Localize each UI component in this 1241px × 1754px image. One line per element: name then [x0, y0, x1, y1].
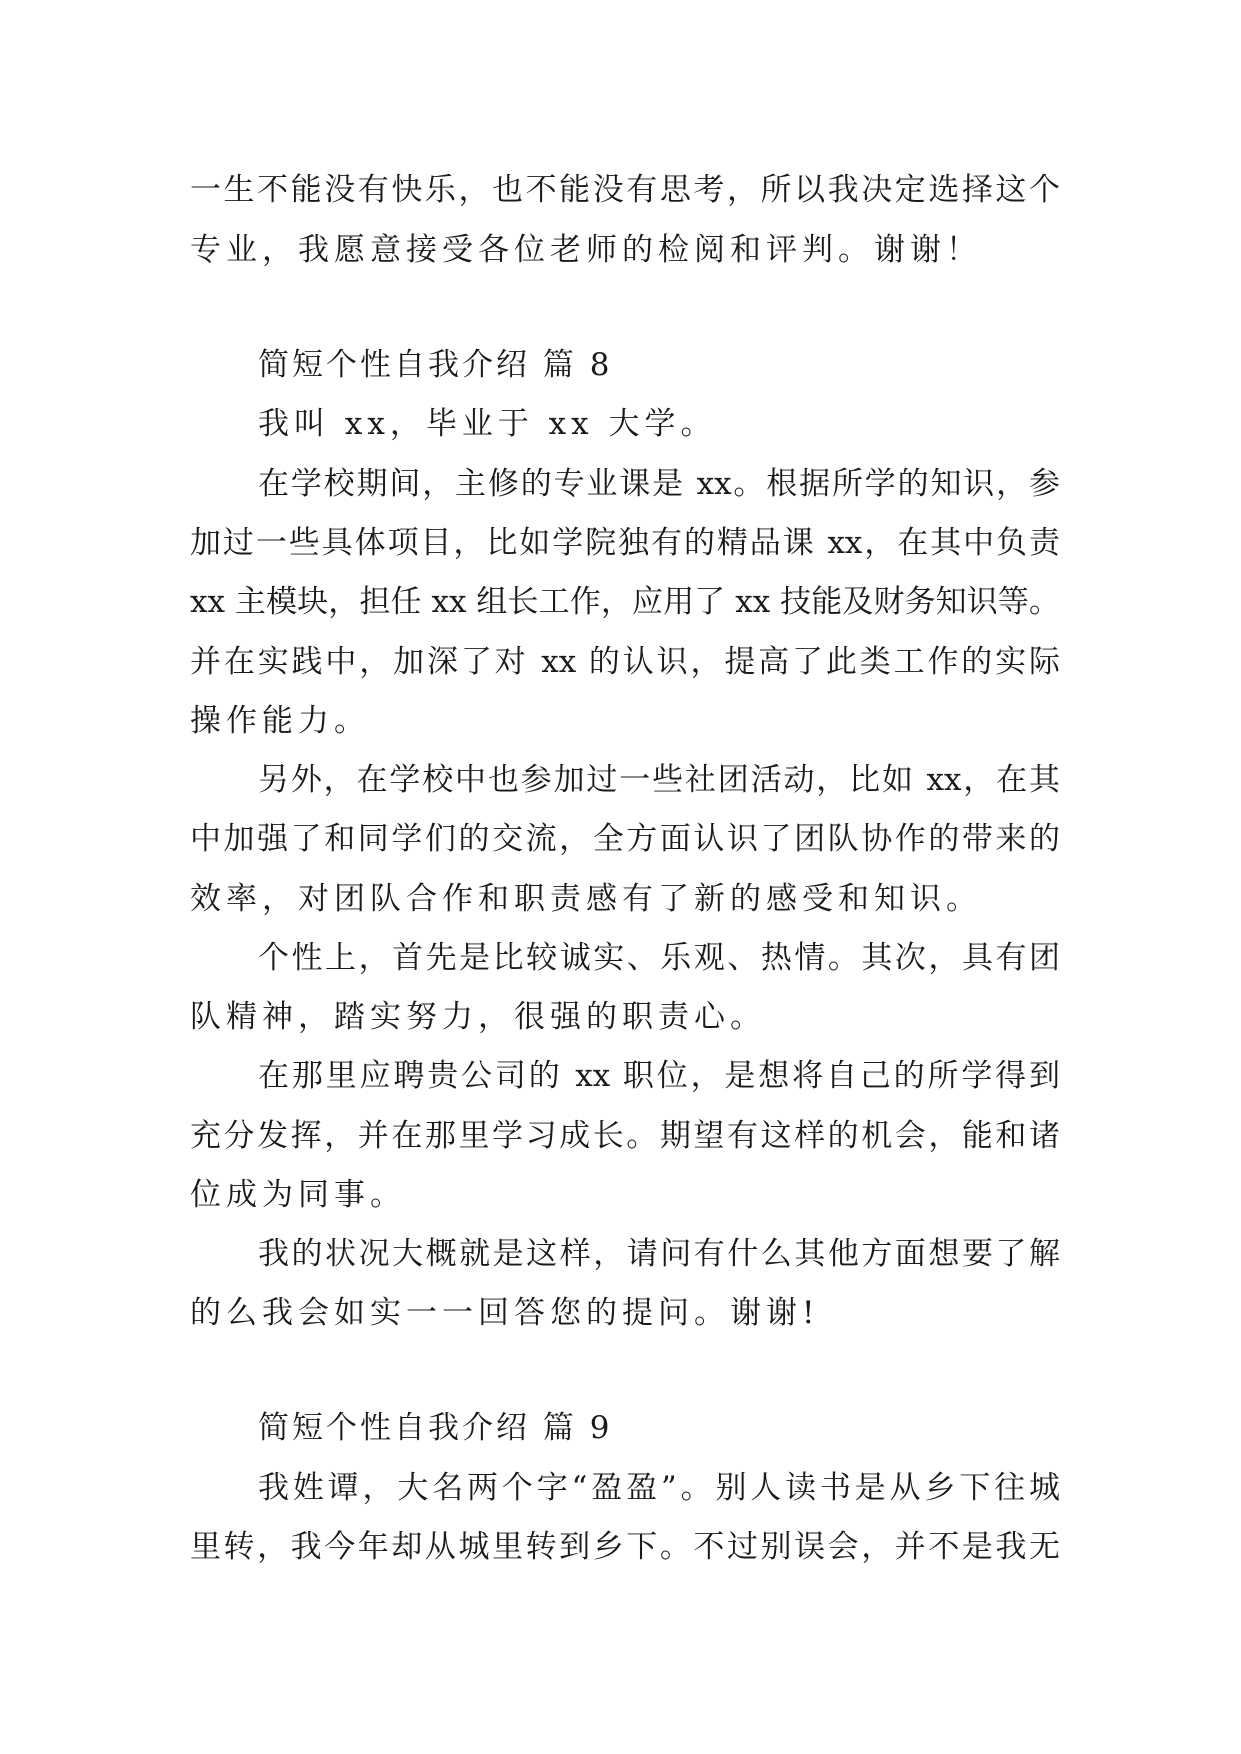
paragraph-line: 一生不能没有快乐，也不能没有思考，所以我决定选择这个 [190, 172, 1060, 208]
paragraph-line: 操作能力。 [190, 703, 370, 739]
paragraph-line: 加过一些具体项目，比如学院独有的精品课 xx，在其中负责 [190, 525, 1060, 561]
paragraph-line: 专业，我愿意接受各位老师的检阅和评判。谢谢！ [190, 232, 982, 268]
paragraph-line: 的么我会如实一一回答您的提问。谢谢! [190, 1295, 820, 1331]
paragraph-line: 队精神，踏实努力，很强的职责心。 [190, 999, 766, 1035]
paragraph-line: 并在实践中，加深了对 xx 的认识，提高了此类工作的实际 [190, 644, 1060, 680]
paragraph-line: 我姓谭，大名两个字“盈盈”。别人读书是从乡下往城 [258, 1470, 1060, 1506]
paragraph-line: 在学校期间，主修的专业课是 xx。根据所学的知识，参 [258, 466, 1060, 502]
paragraph-line: 充分发挥，并在那里学习成长。期望有这样的机会，能和诸 [190, 1118, 1060, 1154]
paragraph-line: 另外，在学校中也参加过一些社团活动，比如 xx，在其 [258, 762, 1060, 798]
paragraph-line: 里转，我今年却从城里转到乡下。不过别误会，并不是我无 [190, 1529, 1060, 1565]
section-heading-9: 简短个性自我介绍 篇 9 [258, 1410, 613, 1446]
paragraph-line: 个性上，首先是比较诚实、乐观、热情。其次，具有团 [258, 940, 1060, 976]
paragraph-line: xx 主模块，担任 xx 组长工作，应用了 xx 技能及财务知识等。 [190, 584, 1060, 620]
paragraph-line: 在那里应聘贵公司的 xx 职位，是想将自己的所学得到 [258, 1058, 1060, 1094]
paragraph-line: 我的状况大概就是这样，请问有什么其他方面想要了解 [258, 1236, 1060, 1272]
paragraph-line: 我叫 xx，毕业于 xx 大学。 [258, 406, 717, 442]
paragraph-line: 位成为同事。 [190, 1177, 406, 1213]
section-heading-8: 简短个性自我介绍 篇 8 [258, 347, 613, 383]
paragraph-line: 中加强了和同学们的交流，全方面认识了团队协作的带来的 [190, 821, 1060, 857]
paragraph-line: 效率，对团队合作和职责感有了新的感受和知识。 [190, 881, 982, 917]
